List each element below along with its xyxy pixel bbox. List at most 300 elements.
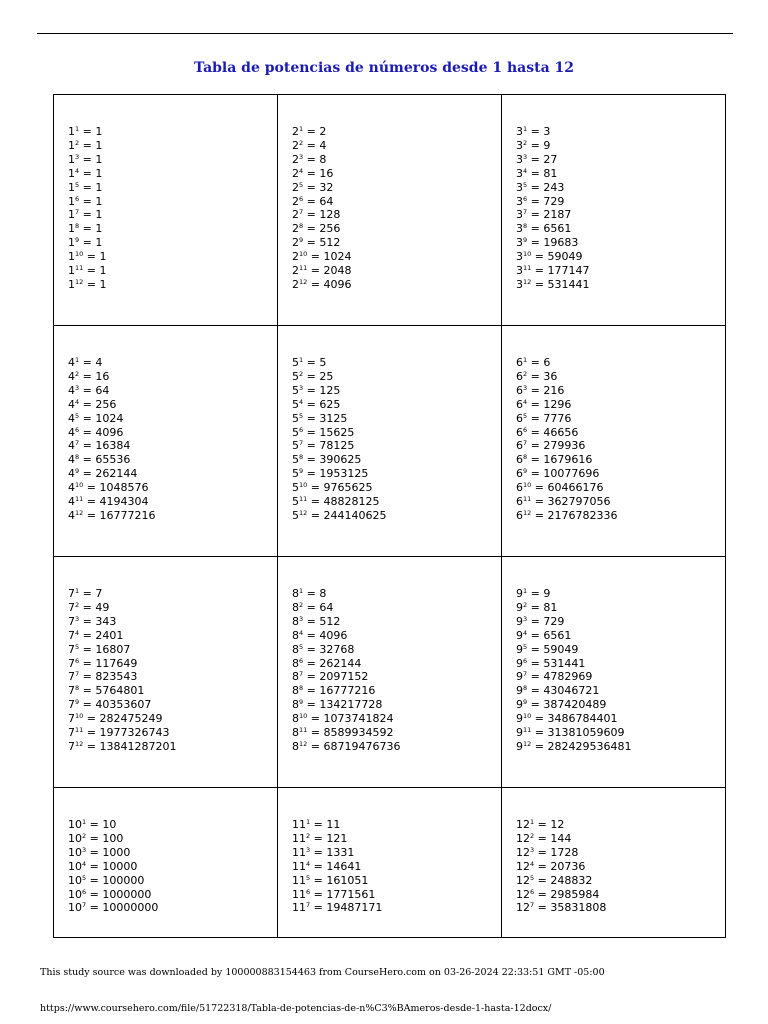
power-line: $8^{11} = 8589934592$ <box>292 726 394 740</box>
power-value: 43046721 <box>543 684 600 698</box>
power-line: $4^7 = 16384$ <box>68 439 131 453</box>
power-base: 9 <box>516 628 523 642</box>
power-line: $5^{10} = 9765625$ <box>292 481 373 495</box>
power-base: 9 <box>516 684 523 698</box>
power-base: 6 <box>516 425 523 439</box>
power-base: 7 <box>68 642 75 656</box>
power-base: 1 <box>68 208 75 222</box>
power-base: 5 <box>292 369 299 383</box>
power-value: 1024 <box>95 411 124 425</box>
power-exponent: 11 <box>75 495 84 504</box>
power-value: 1 <box>99 264 107 278</box>
power-line: $5^9 = 1953125$ <box>292 467 369 481</box>
power-value: 16807 <box>95 642 131 656</box>
power-exponent: 3 <box>530 845 535 854</box>
power-base: 2 <box>292 277 299 291</box>
power-line: $7^7 = 823543$ <box>68 670 138 684</box>
power-line: $3^{10} = 59049$ <box>516 250 583 264</box>
power-value: 10077696 <box>543 467 600 481</box>
power-exponent: 6 <box>530 887 535 896</box>
power-base: 9 <box>516 726 523 740</box>
power-base: 9 <box>516 670 523 684</box>
power-exponent: 3 <box>299 152 304 161</box>
power-line: $2^4 = 16$ <box>292 166 334 180</box>
power-exponent: 12 <box>523 508 532 517</box>
power-line: $1^1 = 1$ <box>68 125 103 138</box>
power-exponent: 12 <box>299 508 308 517</box>
power-value: 625 <box>319 397 341 411</box>
power-exponent: 5 <box>523 180 528 189</box>
power-exponent: 4 <box>75 166 80 175</box>
power-base: 11 <box>292 859 306 873</box>
power-value: 9765625 <box>323 481 373 495</box>
power-line: $4^{12} = 16777216$ <box>68 508 156 522</box>
power-base: 11 <box>292 873 306 887</box>
power-exponent: 7 <box>75 670 80 679</box>
power-base: 11 <box>292 845 306 859</box>
power-line: $3^9 = 19683$ <box>516 236 579 250</box>
power-line: $10^2 = 100$ <box>68 831 124 845</box>
power-base: 4 <box>68 508 75 522</box>
power-exponent: 2 <box>75 600 80 609</box>
power-exponent: 5 <box>75 411 80 420</box>
power-value: 31381059609 <box>547 726 625 740</box>
power-value: 1 <box>95 208 103 222</box>
power-value: 4096 <box>323 277 352 291</box>
power-line: $10^5 = 100000$ <box>68 873 145 887</box>
power-line: $5^5 = 3125$ <box>292 411 348 425</box>
power-exponent: 1 <box>299 356 304 364</box>
power-base: 3 <box>516 194 523 208</box>
power-base: 9 <box>516 656 523 670</box>
power-line: $5^{11} = 48828125$ <box>292 495 380 509</box>
power-value: 1977326743 <box>99 726 170 740</box>
power-line: $11^6 = 1771561$ <box>292 887 376 901</box>
power-exponent: 10 <box>75 712 84 721</box>
power-base: 1 <box>68 180 75 194</box>
power-value: 343 <box>95 614 117 628</box>
power-exponent: 1 <box>75 125 80 133</box>
power-value: 5 <box>319 356 327 369</box>
power-value: 2187 <box>543 208 572 222</box>
table-row <box>54 95 726 326</box>
power-base: 1 <box>68 264 75 278</box>
power-value: 1 <box>95 152 103 166</box>
power-exponent: 4 <box>299 628 304 637</box>
power-value: 244140625 <box>323 508 387 522</box>
power-exponent: 5 <box>75 642 80 651</box>
power-line: $5^2 = 25$ <box>292 369 334 383</box>
power-line: $7^9 = 40353607$ <box>68 698 152 712</box>
power-line: $2^6 = 64$ <box>292 194 334 208</box>
power-value: 65536 <box>95 453 131 467</box>
power-line: $6^{11} = 362797056$ <box>516 495 611 509</box>
power-line: $9^7 = 4782969$ <box>516 670 593 684</box>
power-exponent: 9 <box>299 467 304 476</box>
power-exponent: 4 <box>523 628 528 637</box>
power-line: $2^1 = 2$ <box>292 125 327 138</box>
power-value: 59049 <box>543 642 579 656</box>
power-exponent: 9 <box>75 236 80 245</box>
power-value: 2176782336 <box>547 508 618 522</box>
power-base: 6 <box>516 411 523 425</box>
power-exponent: 1 <box>523 125 528 133</box>
power-exponent: 11 <box>523 495 532 504</box>
power-base: 1 <box>68 222 75 236</box>
power-base: 5 <box>292 508 299 522</box>
power-value: 9 <box>543 138 551 152</box>
power-value: 512 <box>319 236 341 250</box>
power-exponent: 10 <box>523 250 532 259</box>
power-base: 8 <box>292 670 299 684</box>
power-base: 8 <box>292 628 299 642</box>
power-value: 2048 <box>323 264 352 278</box>
power-line: $11^7 = 19487171$ <box>292 901 383 915</box>
power-line: $3^7 = 2187$ <box>516 208 572 222</box>
power-exponent: 6 <box>75 194 80 203</box>
power-value: 1024 <box>323 250 352 264</box>
power-value: 1000 <box>102 845 131 859</box>
power-base: 6 <box>516 481 523 495</box>
power-value: 3486784401 <box>547 712 618 726</box>
power-base: 12 <box>516 831 530 845</box>
power-line: $2^{11} = 2048$ <box>292 264 352 278</box>
power-line: $7^{12} = 13841287201$ <box>68 739 177 753</box>
source-url[interactable]: https://www.coursehero.com/file/51722318/Tabla-de-potencias-de-n%C3%BAmeros-desde-1-hasta-12docx/ <box>40 1003 552 1014</box>
power-base: 6 <box>516 495 523 509</box>
power-base: 3 <box>516 208 523 222</box>
document-title: Tabla de potencias de números desde 1 hasta 12 <box>193 60 575 76</box>
power-base: 2 <box>292 152 299 166</box>
power-line: $12^3 = 1728$ <box>516 845 579 859</box>
power-base: 3 <box>516 222 523 236</box>
power-line: $2^2 = 4$ <box>292 138 327 152</box>
power-base: 1 <box>68 152 75 166</box>
power-base: 3 <box>516 180 523 194</box>
power-base: 2 <box>292 125 299 138</box>
power-exponent: 2 <box>523 138 528 147</box>
power-base: 4 <box>68 453 75 467</box>
power-line: $4^5 = 1024$ <box>68 411 124 425</box>
power-exponent: 2 <box>523 600 528 609</box>
power-line: $8^3 = 512$ <box>292 614 341 628</box>
power-line: $4^6 = 4096$ <box>68 425 124 439</box>
power-exponent: 2 <box>82 831 87 840</box>
power-base: 7 <box>68 712 75 726</box>
power-exponent: 7 <box>523 439 528 448</box>
power-line: $3^{12} = 531441$ <box>516 277 590 291</box>
power-value: 117649 <box>95 656 138 670</box>
power-exponent: 11 <box>523 726 532 735</box>
power-base: 7 <box>68 628 75 642</box>
power-exponent: 2 <box>299 600 304 609</box>
power-line: $12^2 = 144$ <box>516 831 572 845</box>
power-line: $2^8 = 256$ <box>292 222 341 236</box>
power-line: $7^3 = 343$ <box>68 614 117 628</box>
power-base: 2 <box>292 236 299 250</box>
power-base: 7 <box>68 698 75 712</box>
power-value: 134217728 <box>319 698 383 712</box>
power-exponent: 10 <box>75 250 84 259</box>
power-line: $9^{10} = 3486784401$ <box>516 712 618 726</box>
power-value: 729 <box>543 194 565 208</box>
power-exponent: 9 <box>75 467 80 476</box>
power-value: 161051 <box>326 873 369 887</box>
power-base: 4 <box>68 467 75 481</box>
powers-cell <box>278 557 502 788</box>
power-line: $4^2 = 16$ <box>68 369 110 383</box>
power-exponent: 8 <box>75 222 80 231</box>
power-value: 9 <box>543 587 551 600</box>
power-exponent: 9 <box>523 698 528 707</box>
power-value: 49 <box>95 600 110 614</box>
power-line: $5^4 = 625$ <box>292 397 341 411</box>
power-base: 12 <box>516 859 530 873</box>
power-value: 256 <box>319 222 341 236</box>
power-exponent: 7 <box>306 901 311 910</box>
power-line: $6^{10} = 60466176$ <box>516 481 604 495</box>
power-exponent: 11 <box>299 495 308 504</box>
power-line: $9^9 = 387420489$ <box>516 698 607 712</box>
power-value: 3 <box>543 125 551 138</box>
power-exponent: 8 <box>523 453 528 462</box>
power-value: 68719476736 <box>323 739 401 753</box>
power-value: 1296 <box>543 397 572 411</box>
power-base: 11 <box>292 901 306 915</box>
power-value: 32 <box>319 180 334 194</box>
power-line: $7^2 = 49$ <box>68 600 110 614</box>
power-base: 1 <box>68 125 75 138</box>
power-line: $4^4 = 256$ <box>68 397 117 411</box>
power-value: 144 <box>550 831 572 845</box>
power-line: $6^6 = 46656$ <box>516 425 579 439</box>
power-exponent: 4 <box>530 859 535 868</box>
power-value: 2401 <box>95 628 124 642</box>
power-value: 4194304 <box>99 495 149 509</box>
power-line: $8^1 = 8$ <box>292 587 327 600</box>
power-value: 81 <box>543 166 558 180</box>
power-value: 1 <box>99 277 107 291</box>
power-value: 262144 <box>319 656 362 670</box>
power-exponent: 2 <box>75 138 80 147</box>
power-exponent: 6 <box>82 887 87 896</box>
power-exponent: 11 <box>299 264 308 273</box>
power-base: 7 <box>68 600 75 614</box>
power-base: 8 <box>292 656 299 670</box>
power-base: 3 <box>516 277 523 291</box>
power-value: 36 <box>543 369 558 383</box>
power-value: 512 <box>319 614 341 628</box>
power-exponent: 9 <box>299 236 304 245</box>
power-exponent: 2 <box>299 138 304 147</box>
power-value: 3125 <box>319 411 348 425</box>
power-value: 8 <box>319 152 327 166</box>
power-line: $8^8 = 16777216$ <box>292 684 376 698</box>
power-exponent: 7 <box>299 208 304 217</box>
power-line: $7^6 = 117649$ <box>68 656 138 670</box>
power-line: $11^5 = 161051$ <box>292 873 369 887</box>
power-value: 15625 <box>319 425 355 439</box>
power-line: $1^4 = 1$ <box>68 166 103 180</box>
power-value: 1 <box>95 180 103 194</box>
power-base: 1 <box>68 250 75 264</box>
power-line: $10^6 = 1000000$ <box>68 887 152 901</box>
power-value: 13841287201 <box>99 739 177 753</box>
power-line: $1^9 = 1$ <box>68 236 103 250</box>
power-base: 4 <box>68 383 75 397</box>
power-exponent: 9 <box>523 236 528 245</box>
power-exponent: 3 <box>75 614 80 623</box>
power-line: $4^{11} = 4194304$ <box>68 495 149 509</box>
power-exponent: 2 <box>306 831 311 840</box>
power-value: 7 <box>95 587 103 600</box>
power-exponent: 10 <box>75 481 84 490</box>
power-line: $11^1 = 11$ <box>292 818 341 831</box>
power-exponent: 7 <box>75 439 80 448</box>
power-exponent: 5 <box>299 642 304 651</box>
power-exponent: 2 <box>530 831 535 840</box>
power-exponent: 6 <box>299 656 304 665</box>
power-value: 1953125 <box>319 467 369 481</box>
power-value: 6561 <box>543 222 572 236</box>
power-value: 19683 <box>543 236 579 250</box>
power-line: $7^1 = 7$ <box>68 587 103 600</box>
power-exponent: 2 <box>75 369 80 378</box>
power-line: $6^3 = 216$ <box>516 383 565 397</box>
power-value: 128 <box>319 208 341 222</box>
power-value: 8589934592 <box>323 726 394 740</box>
power-value: 100 <box>102 831 124 845</box>
power-value: 1 <box>95 166 103 180</box>
power-exponent: 5 <box>299 180 304 189</box>
power-exponent: 1 <box>299 587 304 595</box>
power-line: $10^4 = 10000$ <box>68 859 138 873</box>
power-line: $8^5 = 32768$ <box>292 642 355 656</box>
power-value: 1048576 <box>99 481 149 495</box>
power-base: 7 <box>68 739 75 753</box>
power-value: 40353607 <box>95 698 152 712</box>
powers-cell <box>502 95 726 326</box>
power-base: 3 <box>516 166 523 180</box>
power-base: 7 <box>68 684 75 698</box>
power-value: 1728 <box>550 845 579 859</box>
power-line: $4^8 = 65536$ <box>68 453 131 467</box>
power-exponent: 9 <box>75 698 80 707</box>
power-exponent: 8 <box>299 453 304 462</box>
power-exponent: 3 <box>299 614 304 623</box>
power-value: 1 <box>95 236 103 250</box>
power-line: $12^5 = 248832$ <box>516 873 593 887</box>
power-line: $6^2 = 36$ <box>516 369 558 383</box>
power-value: 262144 <box>95 467 138 481</box>
power-base: 2 <box>292 138 299 152</box>
power-base: 9 <box>516 587 523 600</box>
power-base: 1 <box>68 138 75 152</box>
power-base: 2 <box>292 208 299 222</box>
power-value: 19487171 <box>326 901 383 915</box>
power-base: 1 <box>68 277 75 291</box>
power-exponent: 7 <box>523 670 528 679</box>
power-exponent: 5 <box>530 873 535 882</box>
power-base: 5 <box>292 397 299 411</box>
power-value: 4782969 <box>543 670 593 684</box>
power-base: 9 <box>516 712 523 726</box>
power-base: 4 <box>68 397 75 411</box>
power-exponent: 1 <box>530 818 535 826</box>
power-base: 6 <box>516 369 523 383</box>
power-value: 10000 <box>102 859 138 873</box>
power-value: 59049 <box>547 250 583 264</box>
power-exponent: 1 <box>75 587 80 595</box>
power-exponent: 7 <box>299 439 304 448</box>
power-exponent: 6 <box>75 656 80 665</box>
power-value: 823543 <box>95 670 138 684</box>
power-line: $6^{12} = 2176782336$ <box>516 508 618 522</box>
power-value: 35831808 <box>550 901 607 915</box>
power-exponent: 4 <box>75 397 80 406</box>
power-base: 10 <box>68 901 82 915</box>
power-exponent: 6 <box>523 656 528 665</box>
power-base: 5 <box>292 425 299 439</box>
power-value: 1331 <box>326 845 355 859</box>
power-exponent: 4 <box>299 166 304 175</box>
power-base: 8 <box>292 726 299 740</box>
power-line: $3^8 = 6561$ <box>516 222 572 236</box>
power-line: $8^{10} = 1073741824$ <box>292 712 394 726</box>
power-base: 1 <box>68 166 75 180</box>
power-exponent: 8 <box>299 222 304 231</box>
power-value: 16 <box>95 369 110 383</box>
power-base: 4 <box>68 356 75 369</box>
power-line: $12^7 = 35831808$ <box>516 901 607 915</box>
power-exponent: 12 <box>75 739 84 748</box>
power-line: $2^3 = 8$ <box>292 152 327 166</box>
power-value: 78125 <box>319 439 355 453</box>
power-line: $2^{12} = 4096$ <box>292 277 352 291</box>
power-line: $12^4 = 20736$ <box>516 859 586 873</box>
power-exponent: 3 <box>306 845 311 854</box>
power-value: 362797056 <box>547 495 611 509</box>
power-line: $1^8 = 1$ <box>68 222 103 236</box>
power-value: 60466176 <box>547 481 604 495</box>
power-base: 5 <box>292 439 299 453</box>
power-exponent: 12 <box>75 508 84 517</box>
power-exponent: 7 <box>299 670 304 679</box>
power-value: 729 <box>543 614 565 628</box>
power-value: 216 <box>543 383 565 397</box>
power-base: 3 <box>516 152 523 166</box>
power-line: $9^{12} = 282429536481$ <box>516 739 632 753</box>
power-base: 10 <box>68 845 82 859</box>
power-line: $2^{10} = 1024$ <box>292 250 352 264</box>
power-line: $4^3 = 64$ <box>68 383 110 397</box>
power-exponent: 6 <box>299 194 304 203</box>
power-base: 4 <box>68 439 75 453</box>
table-row <box>54 557 726 788</box>
power-line: $3^4 = 81$ <box>516 166 558 180</box>
power-exponent: 5 <box>523 642 528 651</box>
power-line: $6^9 = 10077696$ <box>516 467 600 481</box>
power-base: 9 <box>516 600 523 614</box>
power-exponent: 11 <box>523 264 532 273</box>
power-value: 2097152 <box>319 670 369 684</box>
power-value: 282475249 <box>99 712 163 726</box>
power-line: $5^7 = 78125$ <box>292 439 355 453</box>
power-base: 4 <box>68 481 75 495</box>
power-line: $1^{11} = 1$ <box>68 264 107 278</box>
power-value: 16777216 <box>319 684 376 698</box>
power-value: 531441 <box>543 656 586 670</box>
